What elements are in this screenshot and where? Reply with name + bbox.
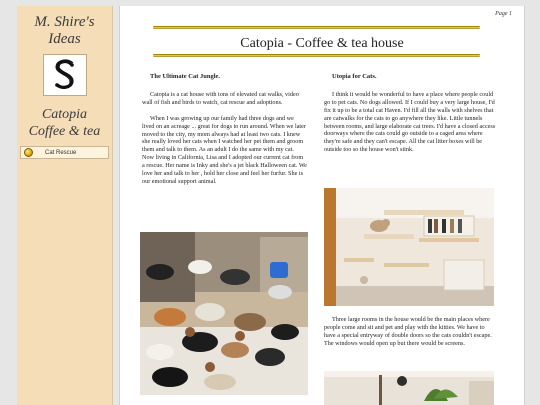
site-name (17, 106, 112, 140)
right-paragraph-2: Three large rooms in the house would be the main places where people come and sit and pet and play with the kitties. We have to have a special entryway of double doors so the cats couldn't escape. The windows would open up but there would be screens. (324, 316, 492, 347)
right-column (324, 73, 496, 162)
left-heading: The Ultimate Cat Jungle. (150, 73, 221, 80)
left-paragraph-1: Catopia is a cat house with tons of elevated cat walks, video wall of fish and birds to watch, cat rescue and adoptions. (142, 90, 299, 106)
sidebar (17, 6, 113, 405)
cats-eating-photo (140, 232, 308, 395)
right-heading: Utopia for Cats. (332, 73, 377, 80)
page-number: Page 1 (495, 11, 512, 17)
gold-bullet-icon (24, 148, 33, 157)
ornate-s-logo-icon (43, 54, 87, 96)
brand-line-1: M. Shire's (34, 14, 95, 30)
brand-name (17, 14, 112, 48)
site-line-1: Catopia (41, 107, 88, 122)
left-column (142, 73, 307, 194)
document-page (119, 6, 525, 405)
title-rule-top (153, 26, 480, 29)
left-paragraph-2: When I was growing up our family had three dogs and we lived on an acreage ... great for dogs to run around. When we later moved to the city, my mom always had at least two cats. I knew she really loved her cats when I watched her pet them and groom them and talk to them. As an adult I do the same with my cat. Now living in California, Lisa and I adopted our current cat from a rescue. Her name is Inky and she's a jet black Halloween cat. We love her and talk to her , hold her close and feel her furfur. She is our emotional support animal. (142, 114, 307, 185)
right-paragraph-1: I think it would be wonderful to have a place where people could go to pet cats. No dogs allowed. If I could buy a very large house, I'd fix it up to be a total cat Haven. I'd fill all the walls with shelves that are catwalks for the cats to go anywhere they like. Little tunnels between rooms, and large elaborate cat trees. I'd have a closed access doorways where the cats could go outside to a caged area where they're safe and they can't escape. All the cat litter boxes will be outside too so the house won't stink. (324, 90, 496, 154)
nav-item-label: Cat Rescue (45, 149, 77, 156)
cafe-room-photo (324, 371, 494, 405)
page-title: Catopia - Coffee & tea house (240, 36, 404, 51)
nav-item-cat-rescue[interactable] (20, 146, 109, 159)
title-rule-bottom (153, 54, 480, 57)
cat-shelves-photo (324, 188, 494, 306)
right-column-continued (324, 316, 496, 356)
brand-line-2: Ideas (48, 31, 81, 47)
site-line-2: Coffee & tea (28, 124, 101, 139)
